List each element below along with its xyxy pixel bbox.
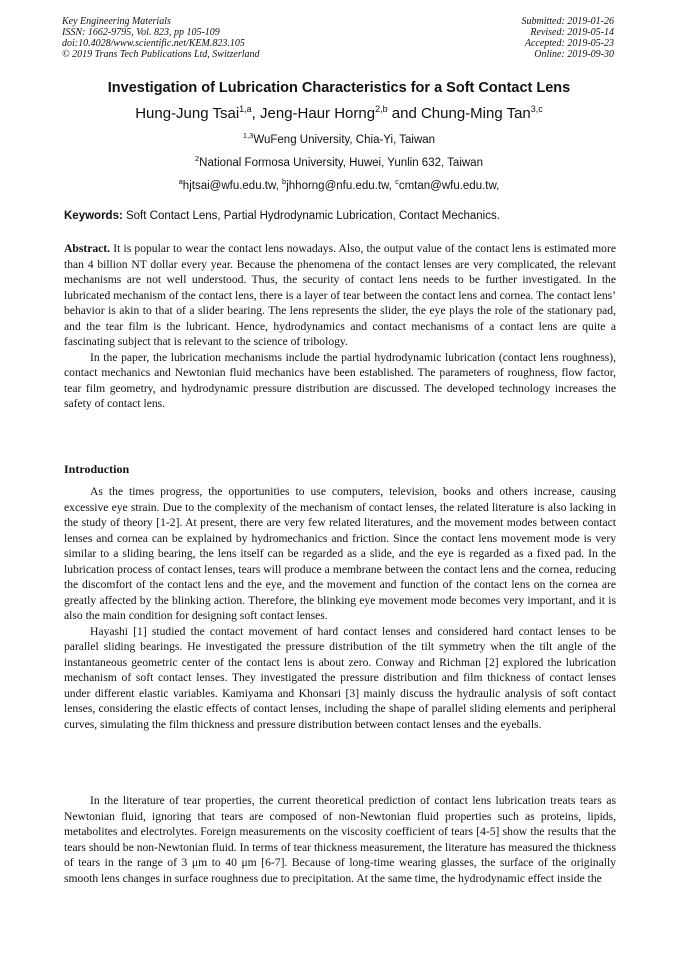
- journal-copyright: © 2019 Trans Tech Publications Ltd, Switzerland: [62, 49, 260, 60]
- paragraph: Hayashi [1] studied the contact movement of hard contact lenses and considered hard contact lenses to be parallel sliding bearings. He investigated the pressure distribution of the tilt symmetry when the tilt angle of the instantaneous geometric center of the contact lens is about zero. Conway and Richman [2] explored the lubrication mechanism of soft contact lenses. They investigated the pressure distribution and film thickness of contact lenses under different elastic variables. Kamiyama and Khonsari [3] mainly discuss the hydraulic analysis of soft contact lenses, considering the elastic effects of contact lenses, including the shape of parallel sliding elements and peripheral curves, simulating the film thickness and pressure distribution between contact lenses and the eyeballs.: [64, 624, 616, 731]
- keywords: [64, 210, 616, 222]
- section-heading: Introduction: [64, 462, 130, 476]
- paper-title: Investigation of Lubrication Characteristics for a Soft Contact Lens: [107, 80, 571, 96]
- date-accepted: Accepted: 2019-05-23: [524, 38, 614, 49]
- author-sup: 1,a: [239, 104, 252, 114]
- affiliation-text: WuFeng University, Chia-Yi, Taiwan: [253, 133, 436, 146]
- author-name: Jeng-Haur Horng: [260, 105, 376, 122]
- date-online: Online: 2019-09-30: [534, 49, 614, 60]
- author-sup: 3,c: [530, 104, 543, 114]
- abstract-paragraph: [64, 241, 616, 350]
- author-emails: [0, 177, 678, 192]
- journal-doi: doi:10.4028/www.scientific.net/KEM.823.105: [62, 38, 245, 49]
- author-sup: 2,b: [375, 104, 388, 114]
- email-sup: c: [395, 177, 399, 186]
- author-name: Chung-Ming Tan: [420, 105, 531, 122]
- publication-dates: [522, 16, 615, 60]
- author-list: [0, 104, 678, 122]
- introduction-body-continued: [64, 793, 616, 886]
- email-sup: a: [178, 177, 183, 186]
- abstract: [64, 241, 616, 412]
- paragraph: As the times progress, the opportunities to use computers, television, books and others increase, causing excessive eye strain. Due to the complexity of the mechanism of contact lenses, the related literature is also lacking in the study of theory [1-2]. At present, there are very few related literatures, and the movement modes between contact lenses and cornea can be explained by hydromechanics and friction. Since the contact lens movement mode is very similar to a sliding bearing, the lens itself can be regarded as a slide, and the eye is regarded as a fixed pad. In the lubrication process of contact lenses, tears will produce a membrane between the contact lens and the cornea, reducing the discomfort of the contact lens and the eye, and the movement and function of the contact lens on the cornea are greatly affected by the blinking action. Therefore, the blinking eye movement mode becomes very important, and it is also the main condition for designing soft contact lenses.: [64, 485, 616, 622]
- paragraph: In the literature of tear properties, the current theoretical prediction of contact lens lubrication treats tears as Newtonian fluid, ignoring that tears are composed of non-Newtonian fluid properties such as proteins, lipids, metabolites and electrolytes. Foreign measurements on the viscosity coefficient of tears [4-5] show the results that the tears should be non-Newtonian fluid. In terms of tear thickness measurement, the literature has measured the thickness of tears in the range of 3 μm to 40 μm [6-7]. Because of long-time wearing glasses, the surface of the originally smooth lens changes in surface roughness due to precipitation. At the same time, the hydrodynamic effect inside the: [64, 794, 616, 885]
- abstract-text: It is popular to wear the contact lens nowadays. Also, the output value of the contact lens is estimated more than 4 billion NT dollar every year. Because the phenomena of the contact lenses are very complicated, the relevant mechanisms are not well understood. Thus, the security of contact lens needs to be further investigated. In the lubricated mechanism of the contact lens, there is a layer of tear between the contact lens and cornea. The contact lens’ behavior is akin to that of a slider bearing. The lens represents the slider, the eye plays the role of the stationary pad, and the tear film is the lubricant. Hence, hydrodynamics and contact mechanisms of a contact lens are quite a fascinating subject that is relevant to the science of tribology.: [64, 242, 616, 348]
- date-submitted: Submitted: 2019-01-26: [521, 16, 614, 27]
- affiliation: [0, 154, 678, 169]
- affiliation: [0, 131, 678, 146]
- email-link[interactable]: jhhorng@nfu.edu.tw,: [286, 179, 396, 192]
- journal-name: Key Engineering Materials: [62, 16, 171, 27]
- email-sup: b: [282, 177, 287, 186]
- affiliation-text: National Formosa University, Huwei, Yunlin 632, Taiwan: [199, 156, 483, 169]
- email-link[interactable]: hjtsai@wfu.edu.tw,: [182, 179, 283, 192]
- keywords-label: Keywords:: [64, 210, 123, 222]
- author-name: Hung-Jung Tsai: [135, 105, 240, 122]
- abstract-paragraph: In the paper, the lubrication mechanisms include the partial hydrodynamic lubrication (contact lens roughness), contact mechanics and Newtonian fluid mechanics have been established. The parameters of roughness, flow factor, tear film geometry, and hydrodynamic pressure distribution are discussed. The developed technology increases the safety of contact lens.: [64, 350, 616, 410]
- author-separator: ,: [251, 105, 261, 122]
- affiliation-sup: 2: [195, 154, 200, 163]
- abstract-label: Abstract.: [64, 242, 111, 255]
- affiliation-sup: 1,3: [242, 131, 254, 140]
- journal-issn: ISSN: 1662-9795, Vol. 823, pp 105-109: [62, 27, 220, 38]
- keywords-text: Soft Contact Lens, Partial Hydrodynamic Lubrication, Contact Mechanics.: [122, 210, 500, 222]
- journal-info: [62, 16, 260, 60]
- date-revised: Revised: 2019-05-14: [530, 27, 614, 38]
- introduction-body: [64, 484, 616, 732]
- author-and: and: [387, 105, 421, 122]
- email-link[interactable]: cmtan@wfu.edu.tw,: [398, 179, 500, 192]
